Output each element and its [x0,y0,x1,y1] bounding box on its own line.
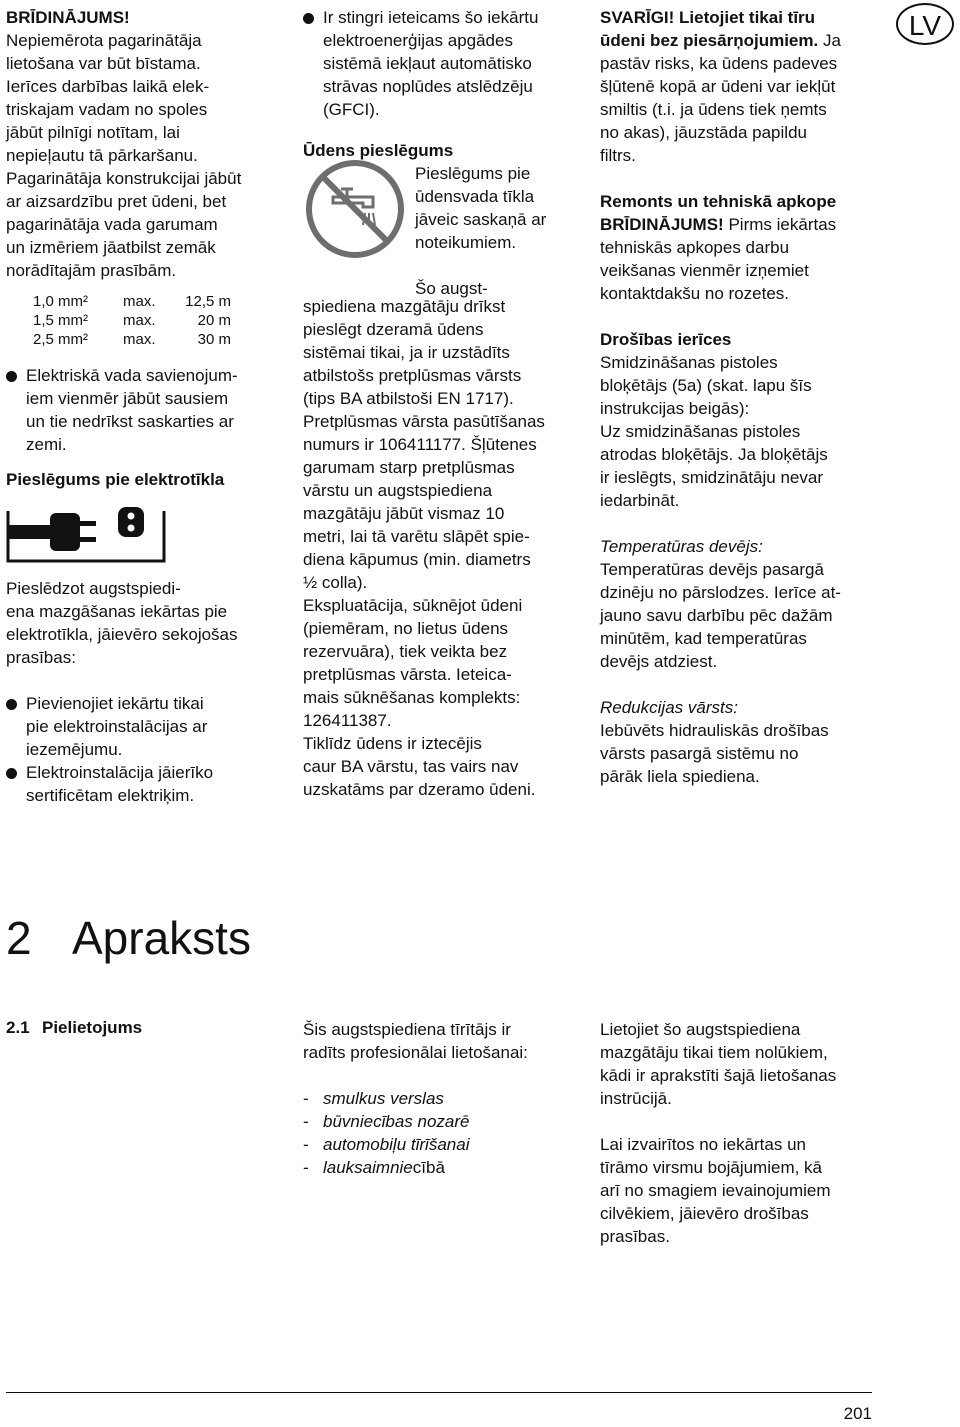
text-line: Temperatūras devējs pasargā [600,560,824,579]
mains-text [6,577,286,669]
text-line: Uz smidzināšanas pistoles [600,422,801,441]
text-line: iezemējumu. [26,740,123,759]
table-cell: 30 m [197,331,231,348]
language-badge: LV [896,3,954,45]
dash-marker: - [303,1089,309,1108]
text-line: radīts profesionālai lietošanai: [303,1043,528,1062]
text-line: mazgātāju tikai tiem nolūkiem, [600,1043,828,1062]
text-line: zemi. [26,435,67,454]
text-line: pastāv risks, ka ūdens padeves [600,54,838,73]
text-line: lietošana var būt bīstama. [6,54,201,73]
text-line: Šis augstspiediena tīrītājs ir [303,1020,511,1039]
table-cell: 2,5 mm² [33,331,89,348]
safety-heading: Drošības ierīces [600,330,732,349]
text-line: Nepiemērota pagarinātāja [6,31,202,50]
list-item [303,1087,585,1110]
text-line: prasības. [600,1227,670,1246]
bullet-item [6,692,286,761]
text-line: atbilstošs pretplūsmas vārsts [303,366,522,385]
text-line: jāveic saskaņā ar [415,210,547,229]
list-item-text: smulkus verslas [323,1089,444,1108]
table-cell: max. [123,293,156,310]
text-line: Šo augst- [415,279,488,298]
text-line: rezervuāra), tiek veikta bez [303,642,508,661]
text-line: un izmēriem jāatbilst zemāk [6,238,216,257]
caution-title-bold: ūdeni bez piesārņojumiem. [600,31,819,50]
text-line: triskajam vadam no spoles [6,100,208,119]
text-line: garumam starp pretplūsmas [303,458,515,477]
section-right-text [600,1018,890,1248]
text-line: numurs ir 106411177. Šļūtenes [303,435,537,454]
text-line: devējs atdziest. [600,652,718,671]
text-line: no akas), jāuzstāda papildu [600,123,807,142]
plug-icon [6,503,286,565]
dash-marker: - [303,1112,309,1131]
text-line: pagarinātāja vada garumam [6,215,218,234]
repair-warning: BRĪDINĀJUMS! [600,215,724,234]
text-line: mais sūknēšanas komplekts: [303,688,521,707]
chapter-number: 2 [6,912,32,964]
text-line: Lietojiet šo augstspiediena [600,1020,801,1039]
text-line: spiediena mazgātāju drīkst [303,297,506,316]
text-line: Pieslēdzot augstspiedi- [6,579,181,598]
text-line: iedarbināt. [600,491,680,510]
table-row [33,292,286,311]
text-line: Pagarinātāja konstrukcijai jābūt [6,169,242,188]
text-fragment: Pirms iekārtas [728,215,837,234]
text-line: pieslēgt dzeramā ūdens [303,320,484,339]
list-item-text: cībā [412,1158,445,1177]
text-line: ir ieslēgts, smidzinātāju nevar [600,468,823,487]
text-line: mazgātāju jābūt vismaz 10 [303,504,505,523]
table-row [33,311,286,330]
text-line: kontaktdakšu no rozetes. [600,284,790,303]
table-cell: 1,0 mm² [33,293,89,310]
text-line: ena mazgāšanas iekārtas pie [6,602,228,621]
section-number: 2.1 [6,1018,30,1037]
bullet-item [303,6,585,121]
warning-text [6,29,286,282]
text-line: bloķētājs (5a) (skat. lapu šīs [600,376,812,395]
table-row [33,330,286,349]
table-cell: 12,5 m [185,293,231,310]
section-title: Pielietojums [42,1018,143,1037]
text-line: ar aizsardzību pret ūdeni, bet [6,192,227,211]
table-cell: 1,5 mm² [33,312,89,329]
text-line: arī no smagiem ievainojumiem [600,1181,831,1200]
text-line: minūtēm, kad temperatūras [600,629,807,648]
text-line: strāvas noplūdes atslēdzēju [323,77,533,96]
column-1 [6,6,286,807]
text-line: sistēmā iekļaut automātisko [323,54,532,73]
text-line: cilvēkiem, jāievēro drošības [600,1204,809,1223]
text-line: (piemēram, no lietus ūdens [303,619,509,638]
table-cell: max. [123,312,156,329]
warning-title: BRĪDINĀJUMS! [6,8,130,27]
text-line: ½ colla). [303,573,368,592]
text-line: tehniskās apkopes darbu [600,238,790,257]
text-line: pretplūsmas vārsta. Ieteica- [303,665,512,684]
text-line: Iebūvēts hidrauliskās drošības [600,721,829,740]
water-side-text [415,162,546,300]
chapter-heading [6,908,251,968]
text-line: Pretplūsmas vārsta pasūtīšanas [303,412,545,431]
dash-marker: - [303,1158,309,1177]
text-line: Pievienojiet iekārtu tikai [26,694,204,713]
text-line: sertificētam elektriķim. [26,786,195,805]
bullet-item [6,364,286,456]
list-item [303,1133,585,1156]
text-line: uzskatāms par dzeramo ūdeni. [303,780,536,799]
text-line: jauno savu darbību pēc dažām [600,606,833,625]
text-line: Ierīces darbības laikā elek- [6,77,210,96]
text-line: ūdensvada tīkla [415,187,535,206]
text-line: vārsts pasargā sistēmu no [600,744,799,763]
list-item-text: būvniecības nozarē [323,1112,470,1131]
text-line: metri, lai tā varētu slāpēt spie- [303,527,530,546]
text-line: elektroenerģijas apgādes [323,31,513,50]
column-3 [600,6,890,788]
text-line: un tie nedrīkst saskarties ar [26,412,234,431]
text-line: Ekspluatācija, sūknējot ūdeni [303,596,523,615]
text-line: tīrāmo virsmu bojājumiem, kā [600,1158,823,1177]
text-line: pie elektroinstalācijas ar [26,717,208,736]
text-line: vārstu un augstspiediena [303,481,493,500]
text-line: diena kāpumus (min. diametrs [303,550,531,569]
water-heading: Ūdens pieslēgums [303,141,454,160]
text-line: (tips BA atbilstoši EN 1717). [303,389,514,408]
text-line: caur BA vārstu, tas vairs nav [303,757,519,776]
text-line: iem vienmēr jābūt sausiem [26,389,229,408]
bullet-item [6,761,286,807]
table-cell: 20 m [197,312,231,329]
text-line: Elektriskā vada savienojum- [26,366,238,385]
text-line: elektrotīkla, jāievēro sekojošas [6,625,238,644]
text-line: dzinēju no pārslodzes. Ierīce at- [600,583,841,602]
text-line: norādītajām prasībām. [6,261,177,280]
caution-title-line2 [600,29,890,52]
text-line: Smidzināšanas pistoles [600,353,778,372]
list-item [303,1156,585,1179]
water-text [303,295,585,801]
text-line: pārāk liela spiediena. [600,767,760,786]
text-line: Pieslēgums pie [415,164,531,183]
text-line: sistēmai tikai, ja ir uzstādīts [303,343,510,362]
section-heading [6,1018,142,1038]
text-line: veikšanas vienmēr izņemiet [600,261,809,280]
valve-heading: Redukcijas vārsts: [600,698,738,717]
text-line: jābūt pilnīgi notītam, lai [6,123,180,142]
repair-line1 [600,213,890,236]
text-line: atrodas bloķētājs. Ja bloķētājs [600,445,828,464]
list-item-text: automobiļu tīrīšanai [323,1135,470,1154]
text-line: noteikumiem. [415,233,517,252]
repair-heading: Remonts un tehniskā apkope [600,192,837,211]
table-cell: max. [123,331,156,348]
text-line: kādi ir aprakstīti šajā lietošanas [600,1066,837,1085]
text-fragment: Ja [822,31,841,50]
text-line: 126411387. [303,711,392,730]
caution-title: SVARĪGI! Lietojiet tikai tīru [600,8,816,27]
no-drinking-water-icon [303,157,415,269]
temp-heading: Temperatūras devējs: [600,537,763,556]
dash-marker: - [303,1135,309,1154]
text-line: Lai izvairītos no iekārtas un [600,1135,806,1154]
text-line: prasības: [6,648,76,667]
list-item [303,1110,585,1133]
text-line: instrūcijā. [600,1089,672,1108]
text-line: Elektroinstalācija jāierīko [26,763,214,782]
text-line: nepieļautu tā pārkaršanu. [6,146,198,165]
chapter-title: Apraksts [72,912,251,964]
water-symbol-row [303,162,585,300]
section-intro [303,1018,585,1179]
text-line: (GFCI). [323,100,380,119]
text-line: filtrs. [600,146,636,165]
footer-divider [6,1392,872,1393]
mains-heading: Pieslēgums pie elektrotīkla [6,470,225,489]
text-line: instrukcijas beigās): [600,399,750,418]
column-2 [303,6,585,801]
list-item-text: lauksaimnie [323,1158,413,1177]
text-line: Ir stingri ieteicams šo iekārtu [323,8,539,27]
cable-size-table [33,292,286,349]
text-line: smiltis (t.i. ja ūdens tiek ņemts [600,100,827,119]
text-line: šļūtenē kopā ar ūdeni var iekļūt [600,77,836,96]
page-number: 201 [843,1404,872,1423]
text-line: Tiklīdz ūdens ir iztecējis [303,734,482,753]
